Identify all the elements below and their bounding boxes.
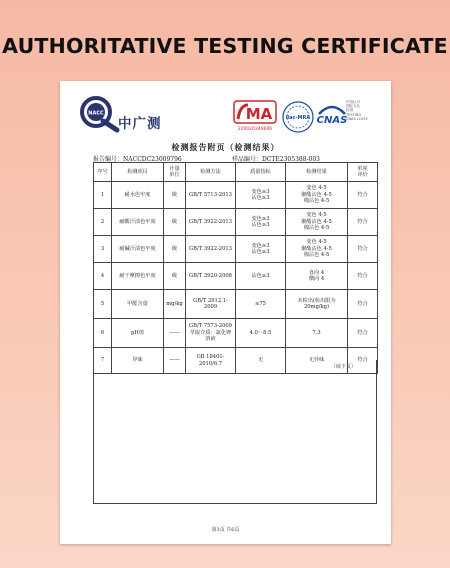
table-cell: GB 18401-2010/6.7: [186, 348, 236, 374]
table-cell: 变色 4-5 聚酯沾色 4-5 棉沾色 4-5: [286, 236, 348, 263]
table-cell: 变色 4-5 聚酯沾色 4-5 棉沾色 4-5: [286, 209, 348, 236]
table-cell: 4: [94, 263, 112, 290]
table-row: [94, 290, 378, 319]
table-cell: GB/T 3922-2013: [186, 236, 236, 263]
table-cell: 4.0～8.5: [236, 319, 286, 348]
headline: AUTHORITATIVE TESTING CERTIFICATE: [2, 34, 448, 58]
table-cell: 符合: [348, 263, 378, 290]
table-cell: ≤75: [236, 290, 286, 319]
table-cell: 变色≥3 沾色≥3: [236, 209, 286, 236]
table-cell: 符合: [348, 319, 378, 348]
table-cell: 级: [164, 263, 186, 290]
table-cell: 耐水色牢度: [112, 182, 164, 209]
table-cell: 耐碱汗渍色牢度: [112, 236, 164, 263]
table-cell: ——: [164, 319, 186, 348]
nacc-name: 中广测: [118, 116, 162, 132]
page-footer: 第3页 共6页: [211, 527, 240, 533]
table-cell: 符合: [348, 182, 378, 209]
table-cell: GB/T 3922-2013: [186, 209, 236, 236]
table-cell: 变色≥3 沾色≥3: [236, 182, 286, 209]
cnas-text: CNAS: [316, 115, 348, 126]
table-cell: 级: [164, 209, 186, 236]
table-cell: 1: [94, 182, 112, 209]
table-cell: 级: [164, 236, 186, 263]
table-cell: 符合: [348, 236, 378, 263]
table-cell: pH值: [112, 319, 164, 348]
table-cell: GB/T 7573-2009 萃取介质：氯化钾 溶液: [186, 319, 236, 348]
ilac-mra-logo-icon: [281, 100, 315, 134]
table-cell: GB/T 5713-2013: [186, 182, 236, 209]
table-cell: 6: [94, 319, 112, 348]
table-cell: 5: [94, 290, 112, 319]
cnas-side-text: 中国认可 国际互认 检测 TESTING CNAS L1093: [346, 100, 368, 121]
header-cell: 计量 单位: [164, 163, 186, 182]
table-cell: 符合: [348, 209, 378, 236]
table-cell: ——: [164, 348, 186, 374]
table-cell: 2: [94, 209, 112, 236]
table-row: [94, 263, 378, 290]
table-cell: GB/T 2912.1-2009: [186, 290, 236, 319]
table-row: [94, 209, 378, 236]
table-row: [94, 236, 378, 263]
table-cell: 直向 4 横向 4: [286, 263, 348, 290]
ilac-text: ilac-MRA: [285, 115, 311, 121]
header-cell: 序号: [94, 163, 112, 182]
table-cell: 耐干摩擦色牢度: [112, 263, 164, 290]
certificate-page: [60, 81, 391, 544]
table-cell: mg/kg: [164, 290, 186, 319]
header-cell: 质量指标: [236, 163, 286, 182]
table-cell: 甲醛含量: [112, 290, 164, 319]
table-cell: 沾色≥3: [236, 263, 286, 290]
header-cell: 单项 评价: [348, 163, 378, 182]
table-cell: 7.3: [286, 319, 348, 348]
table-cell: 异味: [112, 348, 164, 374]
table-cell: 7: [94, 348, 112, 374]
ma-number: 220020349606: [237, 127, 273, 132]
cma-logo-icon: [232, 99, 278, 133]
report-number: 报告编号：NACCDC23009796: [93, 156, 182, 163]
table-cell: 变色 4-5 聚酯沾色 4-5 棉沾色 4-5: [286, 182, 348, 209]
table-cell: 耐酸汗渍色牢度: [112, 209, 164, 236]
table-cell: 3: [94, 236, 112, 263]
table-cell: 未检出(检出限为 20mg/kg): [286, 290, 348, 319]
header-cell: 检测结果: [286, 163, 348, 182]
table-cell: 符合: [348, 348, 378, 374]
nacc-initials: NACC: [88, 110, 104, 117]
table-cell: GB/T 3920-2008: [186, 263, 236, 290]
sample-number: 样品编号：DCTE2305388-003: [232, 156, 320, 163]
table-cell: 无异味: [286, 348, 348, 374]
continued-note: （续下页）: [330, 364, 356, 370]
results-table: [93, 162, 378, 374]
table-row: [94, 182, 378, 209]
table-cell: 符合: [348, 290, 378, 319]
continuation-area: [93, 360, 377, 504]
table-header-row: [94, 163, 378, 182]
table-cell: 级: [164, 182, 186, 209]
table-row: [94, 319, 378, 348]
ma-text: MA: [245, 105, 273, 123]
header-cell: 检测方法: [186, 163, 236, 182]
table-cell: 无: [236, 348, 286, 374]
header-cell: 检测项目: [112, 163, 164, 182]
report-title: 检测报告附页（检测结果）: [171, 142, 280, 152]
table-cell: 变色≥3 沾色≥3: [236, 236, 286, 263]
